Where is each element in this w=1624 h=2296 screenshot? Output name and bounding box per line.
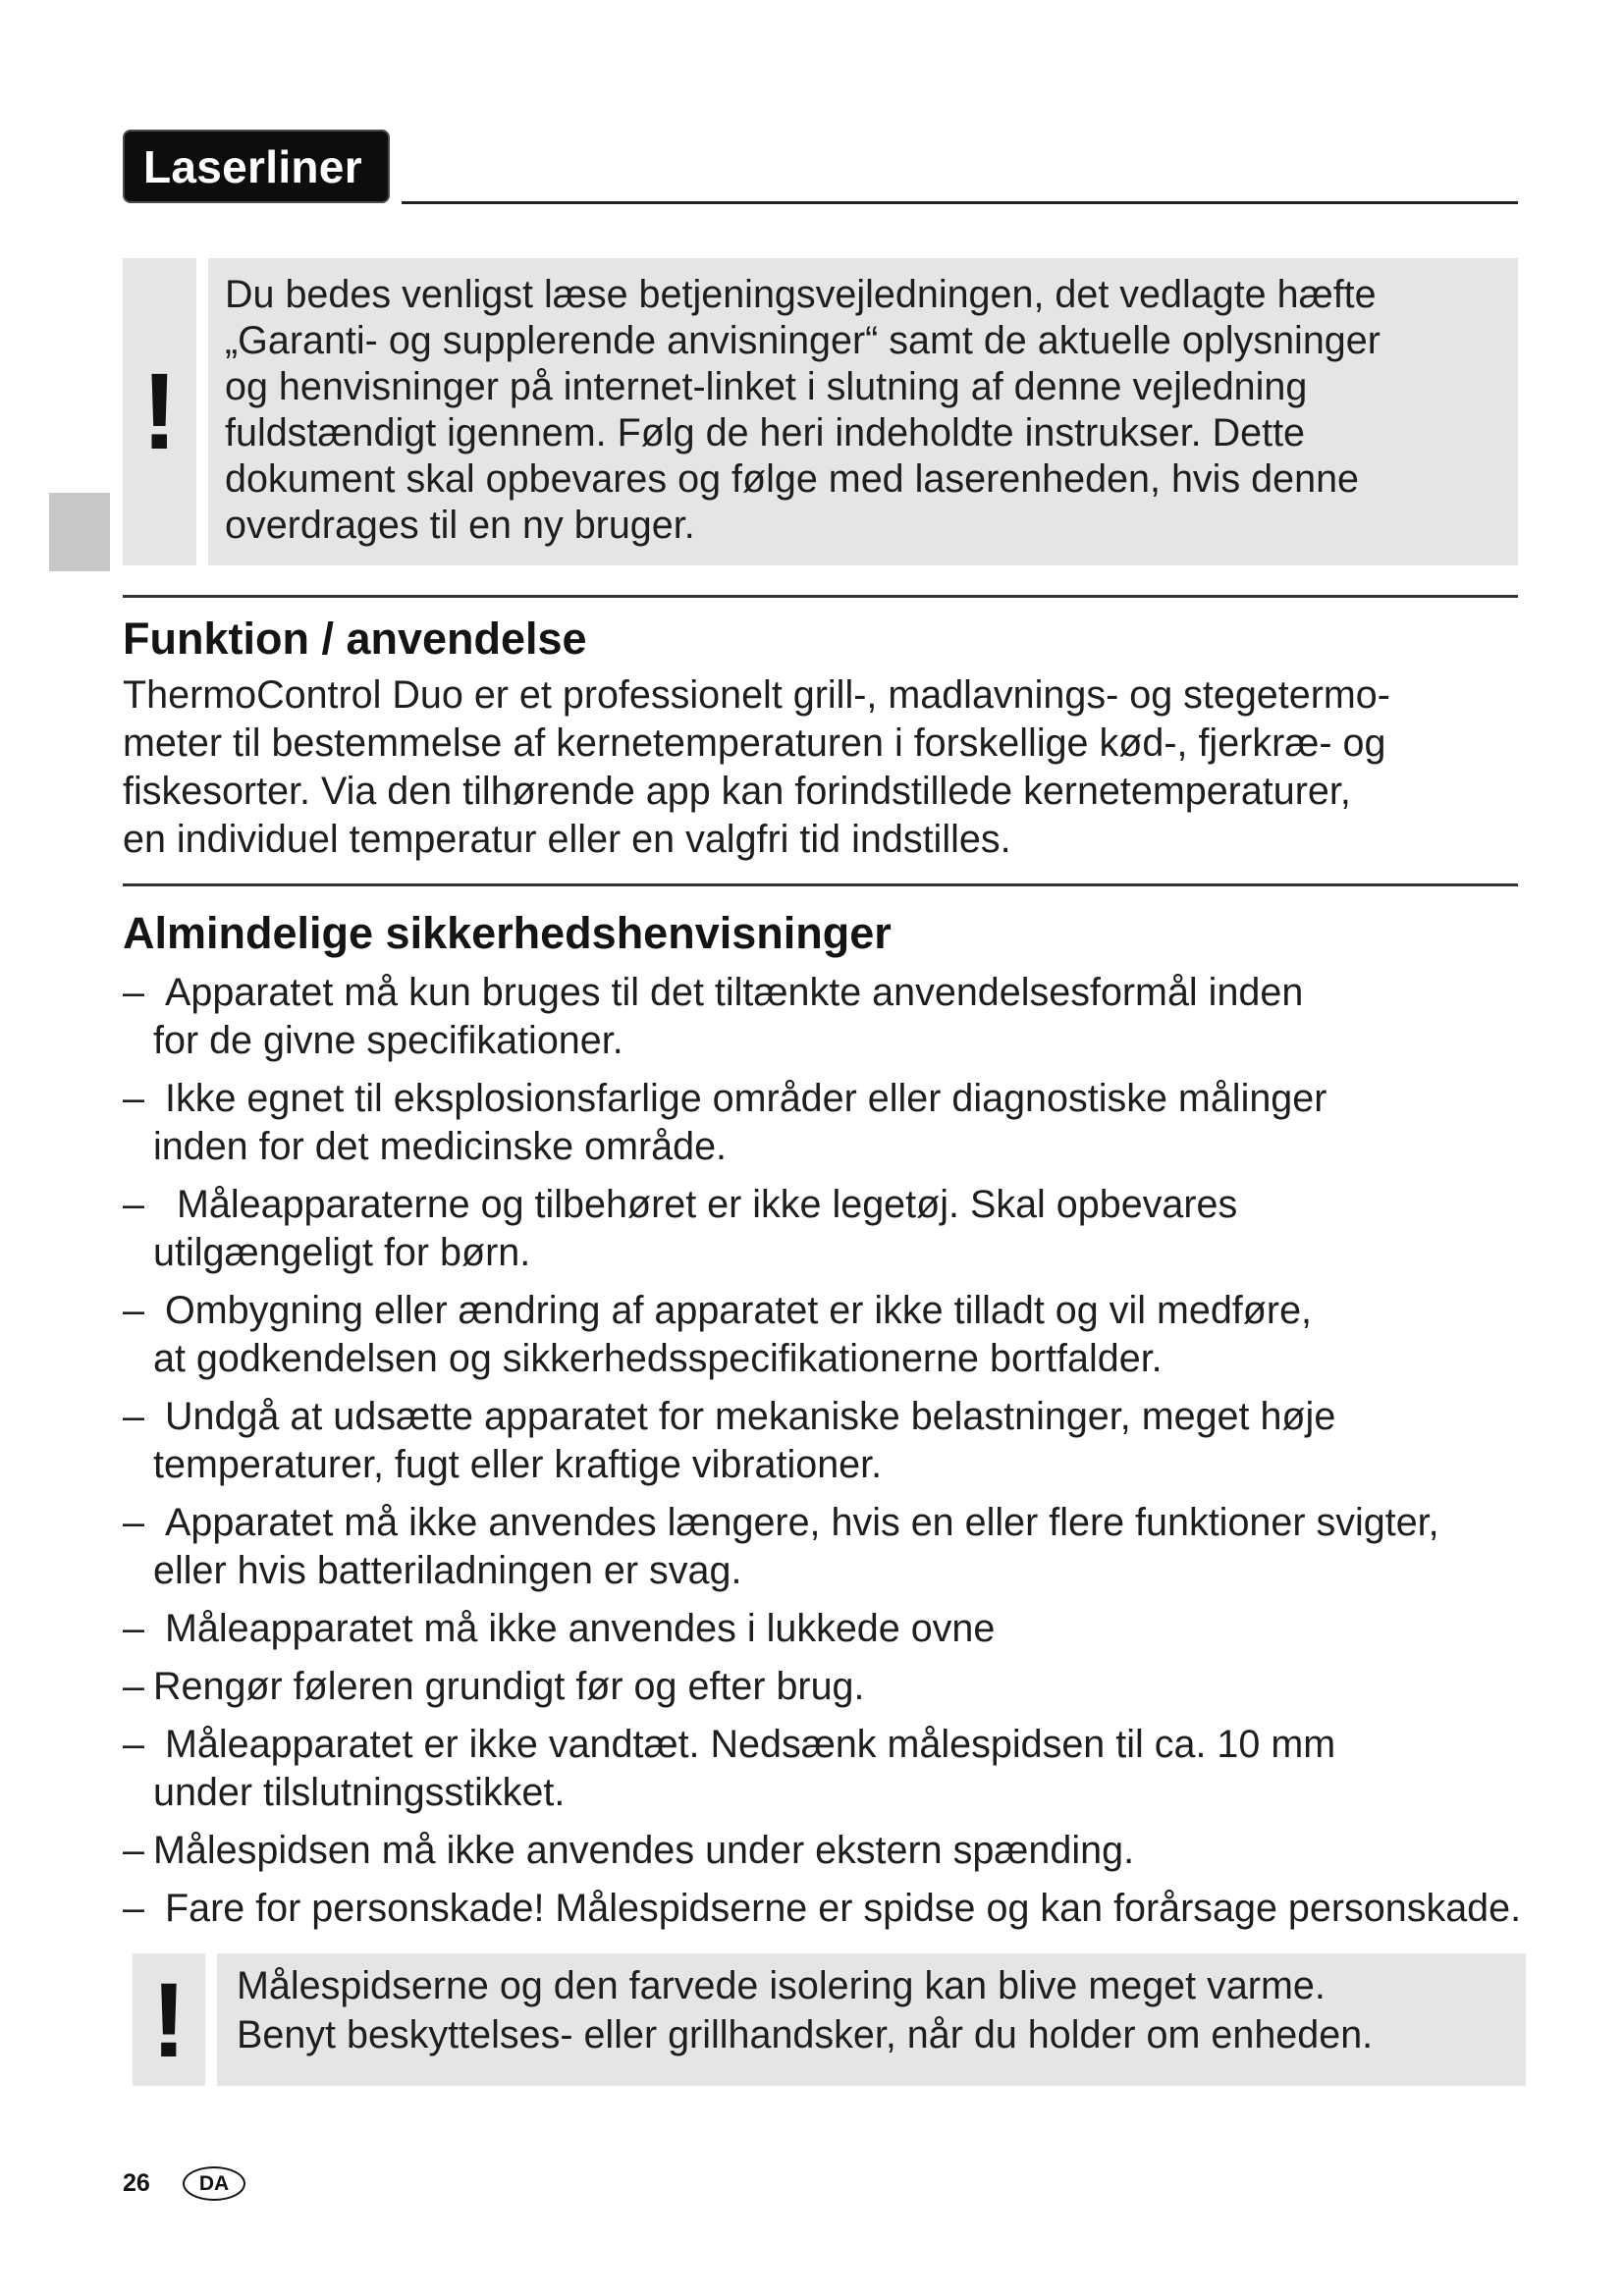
bullet-dash: – (123, 1829, 144, 1872)
language-badge: DA (183, 2166, 245, 2201)
safety-list (123, 969, 1521, 1933)
safety-item-first-line (123, 1885, 1521, 1933)
chapter-tab-marker (49, 493, 110, 571)
safety-item-first-line (123, 1827, 1521, 1875)
bullet-dash: – (123, 1501, 144, 1544)
function-line: en individuel temperatur eller en valgfri tid indstilles. (123, 818, 1011, 861)
safety-item-first-line (123, 969, 1521, 1017)
safety-item-continuation: at godkendelsen og sikkerhedsspecifikationerne bortfalder. (153, 1337, 1163, 1380)
bullet-dash: – (123, 1289, 144, 1332)
safety-item (123, 969, 1521, 1065)
safety-item-first-line (123, 1605, 1521, 1653)
function-line: ThermoControl Duo er et professionelt grill-, madlavnings- og stegetermo- (123, 673, 1390, 717)
safety-item (123, 1663, 1521, 1711)
safety-item-first-line (123, 1181, 1521, 1229)
bullet-dash: – (123, 1395, 144, 1438)
safety-heading: Almindelige sikkerhedshenvisninger (123, 908, 892, 958)
safety-item-continuation: eller hvis batteriladningen er svag. (153, 1549, 742, 1592)
notice-top-line: fuldstændigt igennem. Følg de heri indeholdte instrukser. Dette (225, 411, 1306, 454)
notice-bottom-line: Benyt beskyttelses- eller grillhandsker, når du holder om enheden. (237, 2013, 1374, 2056)
notice-top-panel (208, 258, 1518, 565)
safety-item-text: Rengør føleren grundigt før og efter brug. (153, 1665, 865, 1708)
safety-item-text: Fare for personskade! Målespidserne er spidse og kan forårsage personskade. (165, 1887, 1522, 1930)
safety-item-text: Ikke egnet til eksplosionsfarlige områder eller diagnostiske målinger (165, 1077, 1327, 1120)
safety-item-continuation: for de givne specifikationer. (153, 1019, 623, 1062)
notice-bottom-line: Målespidserne og den farvede isolering kan blive meget varme. (237, 1964, 1326, 2007)
function-line: fiskesorter. Via den tilhørende app kan forindstillede kernetemperaturer, (123, 770, 1351, 813)
warning-exclamation-icon: ! (133, 1953, 205, 2086)
bullet-dash: – (123, 1723, 144, 1766)
function-heading: Funktion / anvendelse (123, 614, 587, 664)
safety-item (123, 1075, 1521, 1171)
safety-item (123, 1885, 1521, 1933)
safety-item-continuation: under tilslutningsstikket. (153, 1771, 566, 1814)
notice-top-text (225, 272, 1380, 549)
bullet-dash: – (123, 1665, 144, 1708)
safety-item-text: Målespidsen må ikke anvendes under ekstern spænding. (153, 1829, 1135, 1872)
notice-top-line: overdrages til en ny bruger. (225, 504, 695, 547)
safety-item-first-line (123, 1393, 1521, 1441)
notice-bottom-text (237, 1961, 1373, 2059)
safety-item-first-line (123, 1663, 1521, 1711)
function-paragraph (123, 671, 1390, 864)
safety-item (123, 1721, 1521, 1817)
safety-item (123, 1393, 1521, 1489)
safety-item-text: Måleapparatet må ikke anvendes i lukkede ovne (165, 1607, 996, 1650)
page-number: 26 (123, 2169, 150, 2197)
safety-item-text: Ombygning eller ændring af apparatet er ikke tilladt og vil medføre, (165, 1289, 1313, 1332)
function-line: meter til bestemmelse af kernetemperaturen i forskellige kød-, fjerkræ- og (123, 721, 1386, 765)
notice-top-line: dokument skal opbevares og følge med laserenheden, hvis denne (225, 457, 1360, 501)
bullet-dash: – (123, 1183, 144, 1226)
safety-item-first-line (123, 1075, 1521, 1123)
safety-item (123, 1181, 1521, 1277)
section-divider (123, 883, 1518, 886)
safety-item-text: Måleapparaterne og tilbehøret er ikke legetøj. Skal opbevares (177, 1183, 1238, 1226)
safety-item-first-line (123, 1287, 1521, 1335)
safety-item-text: Måleapparatet er ikke vandtæt. Nedsænk målespidsen til ca. 10 mm (165, 1723, 1336, 1766)
notice-top-line: „Garanti- og supplerende anvisninger“ samt de aktuelle oplysninger (225, 319, 1380, 362)
bullet-dash: – (123, 1607, 144, 1650)
bullet-dash: – (123, 1077, 144, 1120)
safety-item-text: Undgå at udsætte apparatet for mekaniske belastninger, meget høje (165, 1395, 1336, 1438)
safety-item-first-line (123, 1499, 1521, 1547)
safety-item-continuation: utilgængeligt for børn. (153, 1231, 531, 1274)
header-rule (402, 201, 1518, 204)
brand-logo (123, 130, 390, 203)
brand-logo-text: Laserliner (143, 140, 362, 192)
safety-item-text: Apparatet må kun bruges til det tiltænkte anvendelsesformål inden (165, 971, 1304, 1014)
safety-item-continuation: temperaturer, fugt eller kraftige vibrationer. (153, 1443, 883, 1486)
safety-item-text: Apparatet må ikke anvendes længere, hvis en eller flere funktioner svigter, (165, 1501, 1439, 1544)
safety-item-continuation: inden for det medicinske område. (153, 1125, 728, 1168)
bullet-dash: – (123, 971, 144, 1014)
bullet-dash: – (123, 1887, 144, 1930)
notice-bottom-panel (217, 1953, 1526, 2086)
section-divider (123, 595, 1518, 598)
safety-item (123, 1287, 1521, 1383)
notice-top-line: og henvisninger på internet-linket i slutning af denne vejledning (225, 365, 1308, 408)
safety-item (123, 1499, 1521, 1595)
safety-item (123, 1605, 1521, 1653)
notice-top-line: Du bedes venligst læse betjeningsvejledningen, det vedlagte hæfte (225, 273, 1377, 316)
warning-exclamation-icon: ! (123, 258, 196, 565)
safety-item (123, 1827, 1521, 1875)
safety-item-first-line (123, 1721, 1521, 1769)
